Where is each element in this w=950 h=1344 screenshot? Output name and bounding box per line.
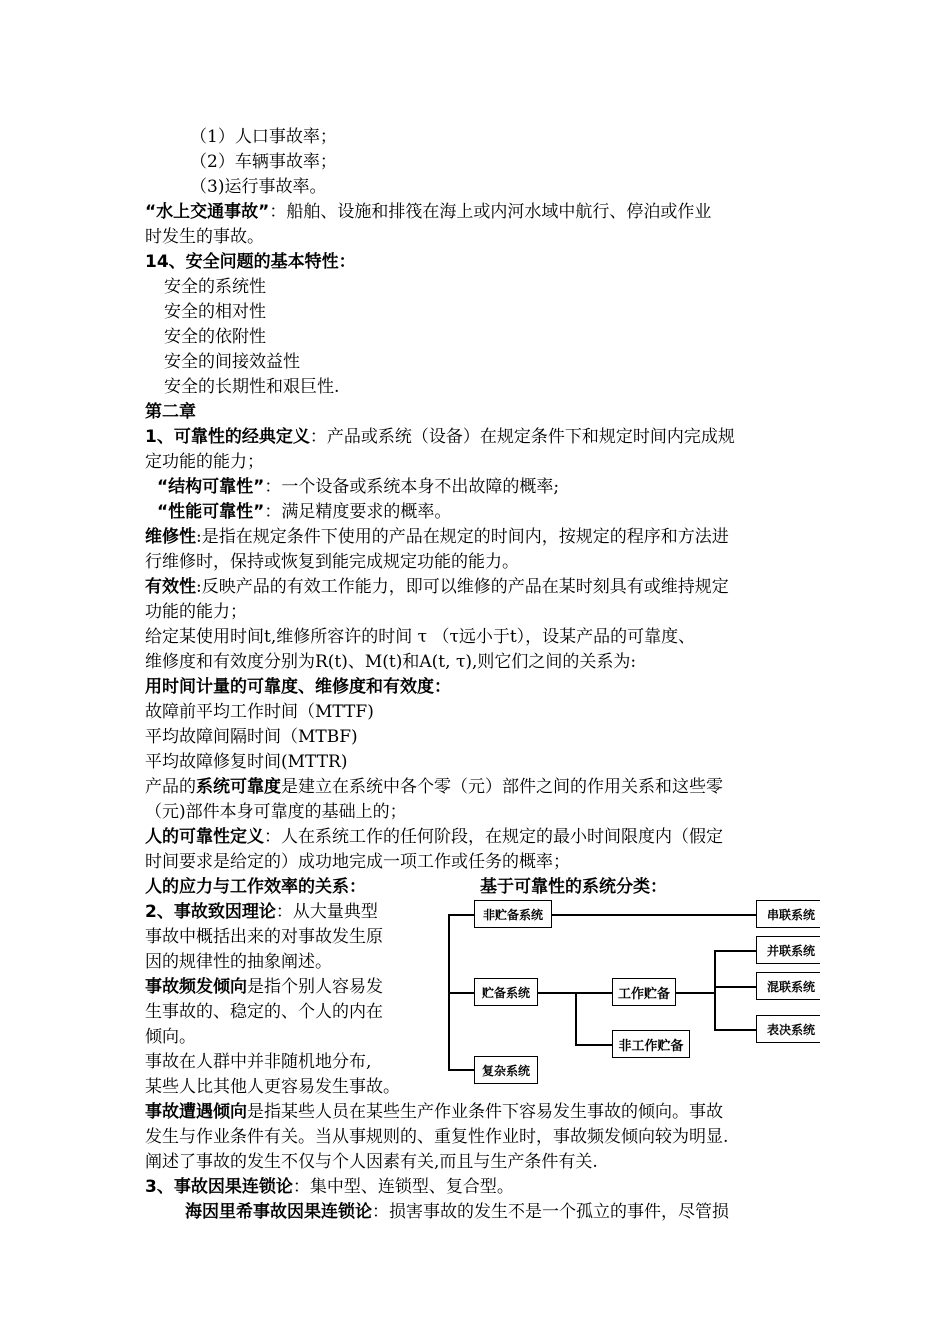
section-heading: 14、安全问题的基本特性： — [145, 252, 356, 272]
chapter-heading: 第二章 — [145, 402, 196, 422]
paragraph-line: 海因里希事故因果连锁论：损害事故的发生不是一个孤立的事件，尽管损 — [185, 1202, 729, 1222]
connector-line — [575, 1044, 612, 1046]
term: 2、事故致因理论 — [145, 902, 276, 922]
term: 维修性 — [145, 527, 196, 547]
series-system-box: 串联系统 — [756, 900, 820, 928]
list-item: （1）人口事故率； — [190, 127, 337, 147]
term: 事故频发倾向 — [145, 977, 247, 997]
paragraph-line: “结构可靠性”：一个设备或系统本身不出故障的概率; — [157, 477, 560, 497]
paragraph-line: 倾向。 — [145, 1027, 196, 1047]
working-redundancy-box: 工作贮备 — [612, 978, 676, 1006]
non-redundant-system-box: 非贮备系统 — [474, 900, 552, 928]
term: “性能可靠性” — [157, 502, 265, 522]
paragraph-line: 产品的系统可靠度是建立在系统中各个零（元）部件之间的作用关系和这些零 — [145, 777, 723, 797]
non-working-redundancy-box: 非工作贮备 — [612, 1030, 690, 1058]
section-heading: 用时间计量的可靠度、维修度和有效度： — [145, 677, 451, 697]
connector-line — [448, 1069, 474, 1071]
paragraph-line: 行维修时，保持或恢复到能完成规定功能的能力。 — [145, 552, 519, 572]
list-item: （2）车辆事故率； — [190, 152, 337, 172]
connector-line — [552, 914, 756, 916]
paragraph-line: 时间要求是给定的）成功地完成一项工作或任务的概率； — [145, 852, 570, 872]
list-item: 安全的相对性 — [164, 302, 266, 322]
term: “水上交通事故” — [145, 202, 270, 222]
paragraph-line: 事故遭遇倾向是指某些人员在某些生产作业条件下容易发生事故的倾向。事故 — [145, 1102, 723, 1122]
term: “结构可靠性” — [157, 477, 265, 497]
list-item: 安全的系统性 — [164, 277, 266, 297]
connector-line — [714, 950, 716, 1029]
paragraph-line: 维修性:是指在规定条件下使用的产品在规定的时间内，按规定的程序和方法进 — [145, 527, 729, 547]
redundant-system-box: 贮备系统 — [474, 978, 538, 1006]
list-item: 平均故障修复时间(MTTR) — [145, 752, 348, 772]
connector-line — [448, 914, 474, 916]
term: 1、可靠性的经典定义 — [145, 427, 310, 447]
paragraph-line: 2、事故致因理论：从大量典型 — [145, 902, 378, 922]
term: 事故遭遇倾向 — [145, 1102, 247, 1122]
paragraph-line: 维修度和有效度分别为R(t)、M(t)和A(t, τ),则它们之间的关系为: — [145, 652, 637, 672]
connector-line — [448, 992, 474, 994]
list-item: 安全的依附性 — [164, 327, 266, 347]
paragraph-line: 有效性:反映产品的有效工作能力，即可以维修的产品在某时刻具有或维持规定 — [145, 577, 729, 597]
parallel-system-box: 并联系统 — [756, 936, 820, 964]
paragraph-line: （元)部件本身可靠度的基础上的； — [145, 802, 407, 822]
term: 系统可靠度 — [196, 777, 281, 797]
voting-system-box: 表决系统 — [756, 1015, 820, 1043]
paragraph-line: 阐述了事故的发生不仅与个人因素有关,而且与生产条件有关. — [145, 1152, 598, 1172]
paragraph-line: “性能可靠性”：满足精度要求的概率。 — [157, 502, 452, 522]
list-item: 安全的长期性和艰巨性. — [164, 377, 340, 397]
paragraph-line: 事故在人群中并非随机地分布, — [145, 1052, 372, 1072]
paragraph-line: 事故中概括出来的对事故发生原 — [145, 927, 383, 947]
connector-line — [575, 992, 577, 1044]
paragraph-line: 给定某使用时间t,维修所容许的时间 τ （τ远小于t），设某产品的可靠度、 — [145, 627, 696, 647]
section-heading: 人的应力与工作效率的关系： — [145, 877, 366, 897]
list-item: 故障前平均工作时间（MTTF) — [145, 702, 374, 722]
paragraph-line: “水上交通事故”：船舶、设施和排筏在海上或内河水域中航行、停泊或作业 — [145, 202, 712, 222]
connector-line — [714, 1029, 756, 1031]
paragraph-line: 3、事故因果连锁论：集中型、连锁型、复合型。 — [145, 1177, 514, 1197]
connector-line — [714, 950, 756, 952]
paragraph-line: 1、可靠性的经典定义：产品或系统（设备）在规定条件下和规定时间内完成规 — [145, 427, 735, 447]
term: 人的可靠性定义 — [145, 827, 264, 847]
paragraph-line: 事故频发倾向是指个别人容易发 — [145, 977, 383, 997]
list-item: （3)运行事故率。 — [190, 177, 327, 197]
paragraph-line: 生事故的、稳定的、个人的内在 — [145, 1002, 383, 1022]
list-item: 平均故障间隔时间（MTBF) — [145, 727, 358, 747]
term: 海因里希事故因果连锁论 — [185, 1202, 372, 1222]
diagram-caption: 基于可靠性的系统分类： — [480, 877, 667, 897]
connector-line — [676, 992, 714, 994]
term: 有效性 — [145, 577, 196, 597]
paragraph-line: 定功能的能力； — [145, 452, 264, 472]
system-classification-diagram — [428, 886, 820, 1096]
mixed-system-box: 混联系统 — [756, 972, 820, 1000]
paragraph-line: 某些人比其他人更容易发生事故。 — [145, 1077, 400, 1097]
paragraph-line: 因的规律性的抽象阐述。 — [145, 952, 332, 972]
paragraph-line: 时发生的事故。 — [145, 227, 264, 247]
complex-system-box: 复杂系统 — [474, 1056, 538, 1084]
paragraph-line: 人的可靠性定义：人在系统工作的任何阶段，在规定的最小时间限度内（假定 — [145, 827, 723, 847]
paragraph-line: 发生与作业条件有关。当从事规则的、重复性作业时，事故频发倾向较为明显. — [145, 1127, 729, 1147]
term: 3、事故因果连锁论 — [145, 1177, 293, 1197]
connector-line — [714, 986, 756, 988]
list-item: 安全的间接效益性 — [164, 352, 300, 372]
paragraph-line: 功能的能力； — [145, 602, 247, 622]
